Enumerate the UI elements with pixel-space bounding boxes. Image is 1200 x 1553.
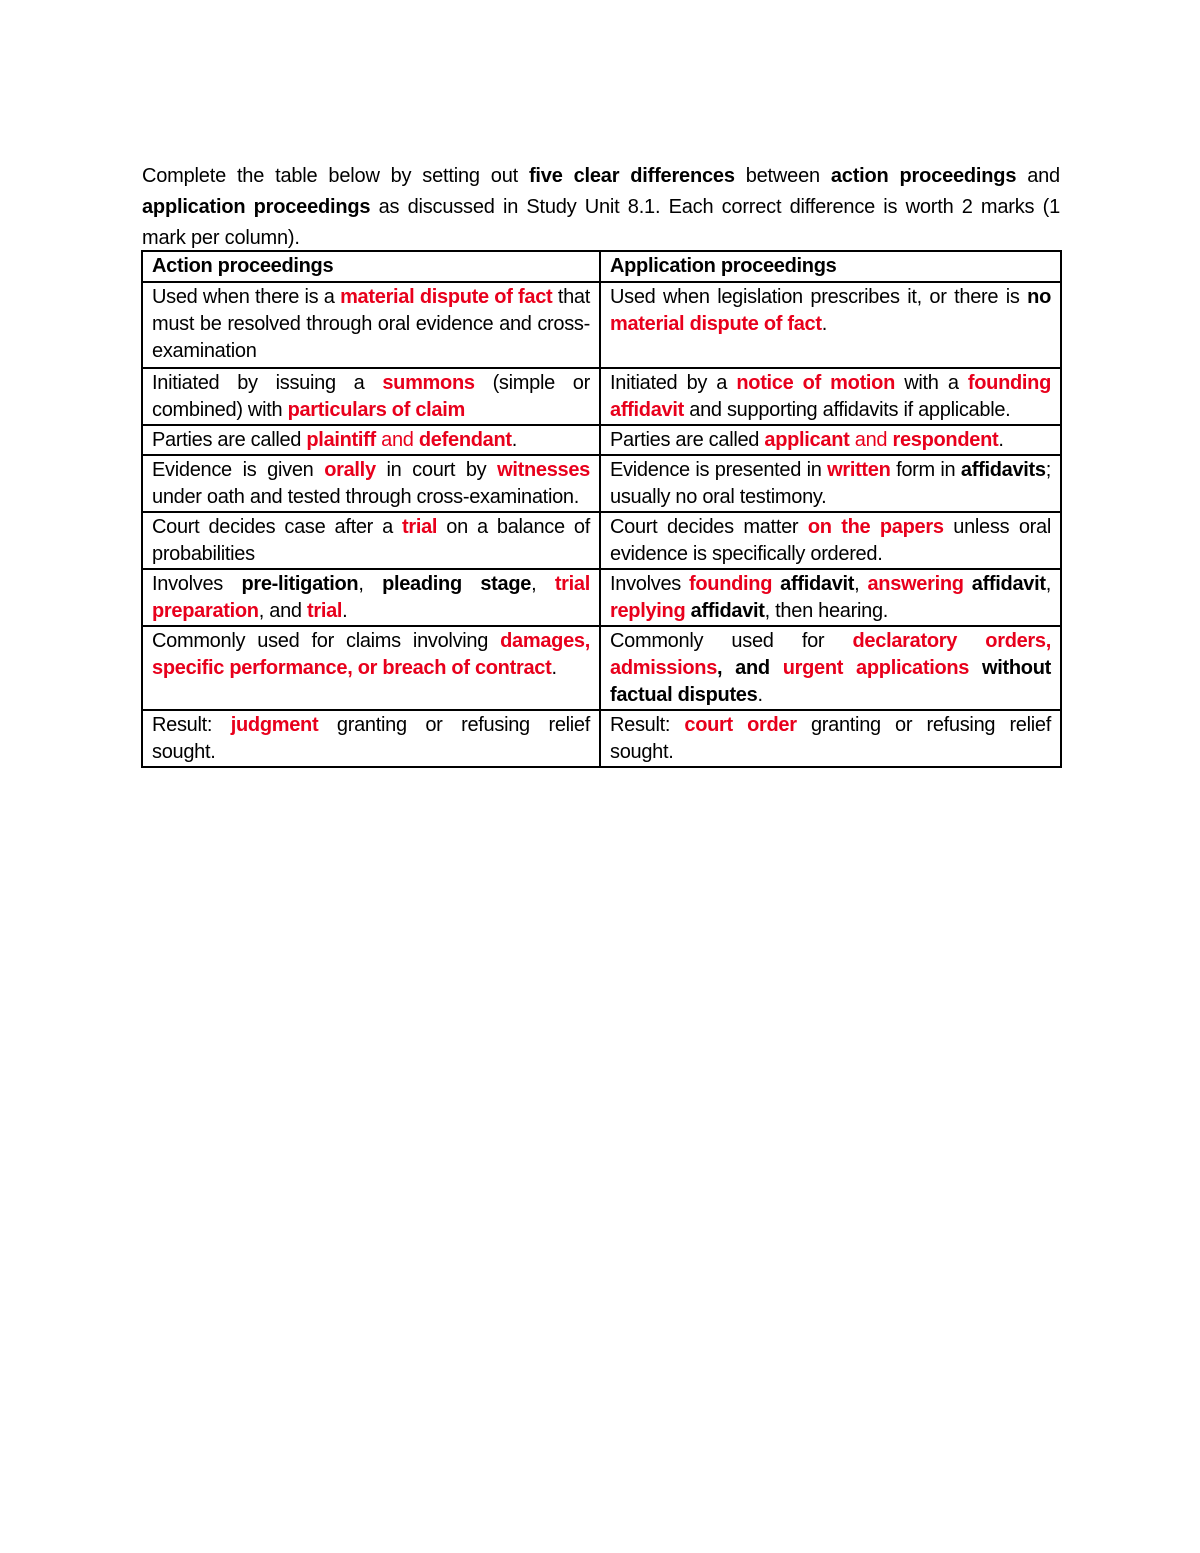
application-cell-text-run: founding affidavit (610, 372, 1051, 421)
application-cell-text-run: material dispute of fact (610, 313, 822, 335)
action-cell (142, 425, 600, 455)
action-cell-text-run: orally (324, 459, 376, 481)
action-cell-text-run: and (375, 429, 419, 451)
action-cell-text-run: , (358, 573, 383, 595)
action-cell-text-run: pleading stage (382, 573, 532, 595)
application-cell-text-run: affidavit (963, 573, 1046, 595)
action-cell-text-run: Commonly used for claims involving (152, 630, 501, 652)
action-cell-text-run: . (342, 600, 348, 622)
action-cell-text-run: , and (258, 600, 307, 622)
application-cell-text-run: , (1045, 573, 1051, 595)
differences-table (141, 250, 1062, 768)
application-cell-text-run: with a (895, 372, 968, 394)
action-cell-text-run: Evidence is given (152, 459, 325, 481)
application-cell (600, 455, 1061, 512)
intro-text-2: between (734, 165, 831, 187)
action-cell-text-run: judgment (230, 714, 319, 736)
action-cell (142, 455, 600, 512)
application-cell-text-run: Commonly used for (610, 630, 853, 652)
application-cell-text-run: court order (684, 714, 797, 736)
action-cell-text-run: Parties are called (152, 429, 307, 451)
action-cell-text-run: Result: (152, 714, 231, 736)
action-cell-text-run: under oath and tested through cross-examination. (152, 486, 579, 508)
application-cell-text-run: form in (890, 459, 961, 481)
action-cell (142, 710, 600, 767)
table-row (142, 368, 1061, 425)
application-cell-text-run: . (757, 684, 763, 706)
application-cell-text-run: Evidence is presented in (610, 459, 828, 481)
action-cell-text-run: on a balance of probabilities (152, 516, 590, 565)
action-cell-text-run: trial (402, 516, 438, 538)
action-cell-text-run: Court decides case after a (152, 516, 402, 538)
table-row (142, 455, 1061, 512)
application-cell-text-run: Initiated by a (610, 372, 737, 394)
action-cell (142, 569, 600, 626)
application-cell (600, 368, 1061, 425)
action-cell-text-run: Used when there is a (152, 286, 341, 308)
application-cell-text-run: on the papers (807, 516, 944, 538)
action-cell-text-run: in court by (375, 459, 498, 481)
action-cell (142, 368, 600, 425)
action-cell-text-run: defendant (418, 429, 512, 451)
action-cell-text-run: plaintiff (306, 429, 376, 451)
action-cell-text-run: material dispute of fact (340, 286, 553, 308)
table-row (142, 425, 1061, 455)
table-row (142, 710, 1061, 767)
application-cell-text-run: declaratory orders, admissions (610, 630, 1051, 679)
action-cell-text-run: witnesses (497, 459, 590, 481)
application-cell-text-run: . (821, 313, 828, 335)
application-cell-text-run: founding (689, 573, 773, 595)
action-cell (142, 512, 600, 569)
action-cell-text-run: . (511, 429, 518, 451)
action-cell-text-run: particulars of claim (287, 399, 465, 421)
table-header-row (142, 251, 1061, 282)
application-cell-text-run: replying (610, 600, 686, 622)
intro-bold-application-proceedings: application proceedings (142, 196, 371, 218)
application-cell-text-run: answering (867, 573, 964, 595)
action-cell (142, 282, 600, 368)
application-cell (600, 512, 1061, 569)
application-cell-text-run: unless oral evidence is specifically ordered. (610, 516, 1051, 565)
table-row (142, 569, 1061, 626)
intro-bold-five-clear-differences: five clear differences (528, 165, 735, 187)
application-cell-text-run: affidavit (685, 600, 765, 622)
application-cell (600, 569, 1061, 626)
application-cell-text-run: Court decides matter (610, 516, 808, 538)
action-cell-text-run: Initiated by issuing a (152, 372, 383, 394)
action-cell-text-run: pre-litigation (241, 573, 359, 595)
application-cell-text-run: Parties are called (610, 429, 765, 451)
application-cell-text-run: and (849, 429, 893, 451)
table-row (142, 626, 1061, 710)
action-cell-text-run: , (531, 573, 555, 595)
intro-text-4: as discussed in Study Unit 8.1. Each correct difference is worth 2 marks (1 mark per column). (142, 196, 1060, 249)
application-cell-text-run: Used when legislation prescribes it, or there is (610, 286, 1028, 308)
intro-bold-action-proceedings: action proceedings (830, 165, 1017, 187)
application-cell-text-run: written (827, 459, 891, 481)
instruction-paragraph (142, 161, 1060, 254)
intro-text-3: and (1016, 165, 1060, 187)
application-cell-text-run: , and (717, 657, 783, 679)
action-cell-text-run: that must be resolved through oral evidence and cross-examination (152, 286, 590, 362)
application-cell-text-run: respondent (892, 429, 999, 451)
application-cell-text-run: without factual disputes (610, 657, 1051, 706)
application-cell-text-run: affidavit (772, 573, 855, 595)
application-cell (600, 425, 1061, 455)
action-cell-text-run: summons (382, 372, 475, 394)
table-row (142, 512, 1061, 569)
application-cell (600, 626, 1061, 710)
action-cell-text-run: damages, specific performance, or breach of contract (152, 630, 590, 679)
header-action-proceedings: Action proceedings (142, 251, 600, 282)
application-cell-text-run: no (1027, 286, 1051, 308)
action-cell-text-run: trial (306, 600, 343, 622)
application-cell-text-run: Involves (610, 573, 690, 595)
application-cell (600, 282, 1061, 368)
application-cell-text-run: affidavits (960, 459, 1046, 481)
table-row (142, 282, 1061, 368)
application-cell-text-run: notice of motion (736, 372, 896, 394)
table-body (142, 282, 1061, 767)
application-cell-text-run: ; usually no oral testimony. (610, 459, 1051, 508)
application-cell (600, 710, 1061, 767)
intro-text-1: Complete the table below by setting out (142, 165, 529, 187)
action-cell-text-run: Involves (152, 573, 242, 595)
action-cell-text-run: (simple or combined) with (152, 372, 590, 421)
application-cell-text-run: and supporting affidavits if applicable. (683, 399, 1011, 421)
application-cell-text-run: urgent applications (782, 657, 970, 679)
application-cell-text-run: , (854, 573, 868, 595)
application-cell-text-run: Result: (610, 714, 685, 736)
application-cell-text-run: , then hearing. (764, 600, 889, 622)
action-cell (142, 626, 600, 710)
application-cell-text-run: applicant (764, 429, 850, 451)
application-cell-text-run: . (998, 429, 1004, 451)
application-cell-text-run: granting or refusing relief sought. (610, 714, 1051, 763)
action-cell-text-run: granting or refusing relief sought. (152, 714, 591, 763)
header-application-proceedings: Application proceedings (600, 251, 1061, 282)
action-cell-text-run: trial preparation (152, 573, 590, 622)
action-cell-text-run: . (551, 657, 557, 679)
